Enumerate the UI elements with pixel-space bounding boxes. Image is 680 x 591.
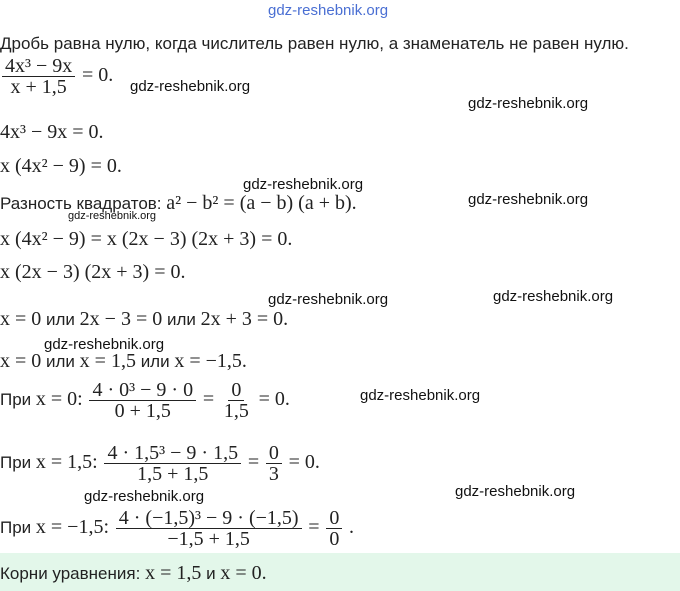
or-word: или [140,352,170,371]
check-1-numerator-2: 0 [228,380,244,401]
equals-sign: = [202,387,215,410]
watermark-small: gdz-reshebnik.org [68,210,157,222]
difference-label: Разность квадратов: [0,194,162,213]
equation-6-part-2: 2x − 3 = 0 [79,308,163,330]
difference-formula: a² − b² = (a − b) (a + b). [166,192,357,214]
check-2-numerator-2: 0 [266,443,282,464]
check-3-tail: . [349,515,355,538]
check-3-numerator: 4 · (−1,5)³ − 9 · (−1,5) [116,508,302,529]
watermark: gdz-reshebnik.org [84,488,205,505]
check-1-tail: = 0. [258,387,290,410]
equation-7-part-3: x = −1,5. [174,350,247,372]
watermark: gdz-reshebnik.org [468,191,589,208]
equals-sign: = [308,515,320,538]
watermark: gdz-reshebnik.org [455,483,576,500]
or-word: или [46,310,75,329]
check-2-fraction-2 [266,443,282,484]
check-3-denominator-2: 0 [329,528,340,550]
or-word: или [46,352,75,371]
watermark: gdz-reshebnik.org [44,336,165,353]
check-3-denominator: −1,5 + 1,5 [167,528,250,550]
equation-6-part-1: x = 0 [0,308,42,330]
equation-1-numerator: 4x³ − 9x [2,56,75,77]
check-2-denominator: 1,5 + 1,5 [137,463,209,485]
difference-of-squares [0,193,357,214]
check-3-fraction [116,508,302,549]
answer-and: и [206,564,216,583]
check-1-denominator-2: 1,5 [223,400,249,422]
check-1-pri: При [0,389,32,409]
equation-6 [0,309,288,330]
check-3-fraction-2 [326,508,342,549]
check-2-numerator: 4 · 1,5³ − 9 · 1,5 [104,443,241,464]
check-1-fraction [89,380,196,421]
check-1-denominator: 0 + 1,5 [114,400,171,422]
equation-6-part-3: 2x + 3 = 0. [200,308,289,330]
check-1-condition: x = 0: [35,387,83,410]
or-word: или [166,310,196,329]
check-3-pri: При [0,517,32,537]
watermark: gdz-reshebnik.org [268,291,389,308]
watermark: gdz-reshebnik.org [493,288,614,305]
answer-line [0,563,267,584]
check-2 [0,443,320,484]
watermark: gdz-reshebnik.org [130,78,251,95]
equation-7 [0,351,247,372]
equals-sign: = [247,450,260,473]
check-1-numerator: 4 · 0³ − 9 · 0 [89,380,196,401]
check-3-numerator-2: 0 [326,508,342,529]
equation-1 [0,56,113,97]
check-2-denominator-2: 3 [268,463,279,485]
equation-1-rhs: = 0. [82,63,114,86]
check-1-fraction-2 [221,380,252,421]
watermark: gdz-reshebnik.org [243,176,364,193]
watermark: gdz-reshebnik.org [468,95,589,112]
equation-2: 4x³ − 9x = 0. [0,121,104,143]
check-2-pri: При [0,452,32,472]
equation-7-part-2: x = 1,5 [79,350,136,372]
equation-3: x (4x² − 9) = 0. [0,155,122,177]
check-1 [0,380,290,421]
check-2-fraction [104,443,241,484]
equation-7-part-1: x = 0 [0,350,42,372]
answer-root-2: x = 0. [220,562,267,584]
check-2-tail: = 0. [288,450,320,473]
watermark-top: gdz-reshebnik.org [268,2,389,19]
equation-1-denominator: x + 1,5 [10,76,67,98]
equation-1-fraction [2,56,75,97]
watermark: gdz-reshebnik.org [360,387,481,404]
intro-text: Дробь равна нулю, когда числитель равен нулю, а знаменатель не равен нулю. [0,34,629,53]
answer-label: Корни уравнения: [0,564,141,583]
equation-4: x (4x² − 9) = x (2x − 3) (2x + 3) = 0. [0,228,293,250]
check-2-condition: x = 1,5: [35,450,98,473]
equation-5: x (2x − 3) (2x + 3) = 0. [0,261,186,283]
check-3 [0,508,354,549]
check-3-condition: x = −1,5: [35,515,110,538]
answer-root-1: x = 1,5 [145,562,202,584]
